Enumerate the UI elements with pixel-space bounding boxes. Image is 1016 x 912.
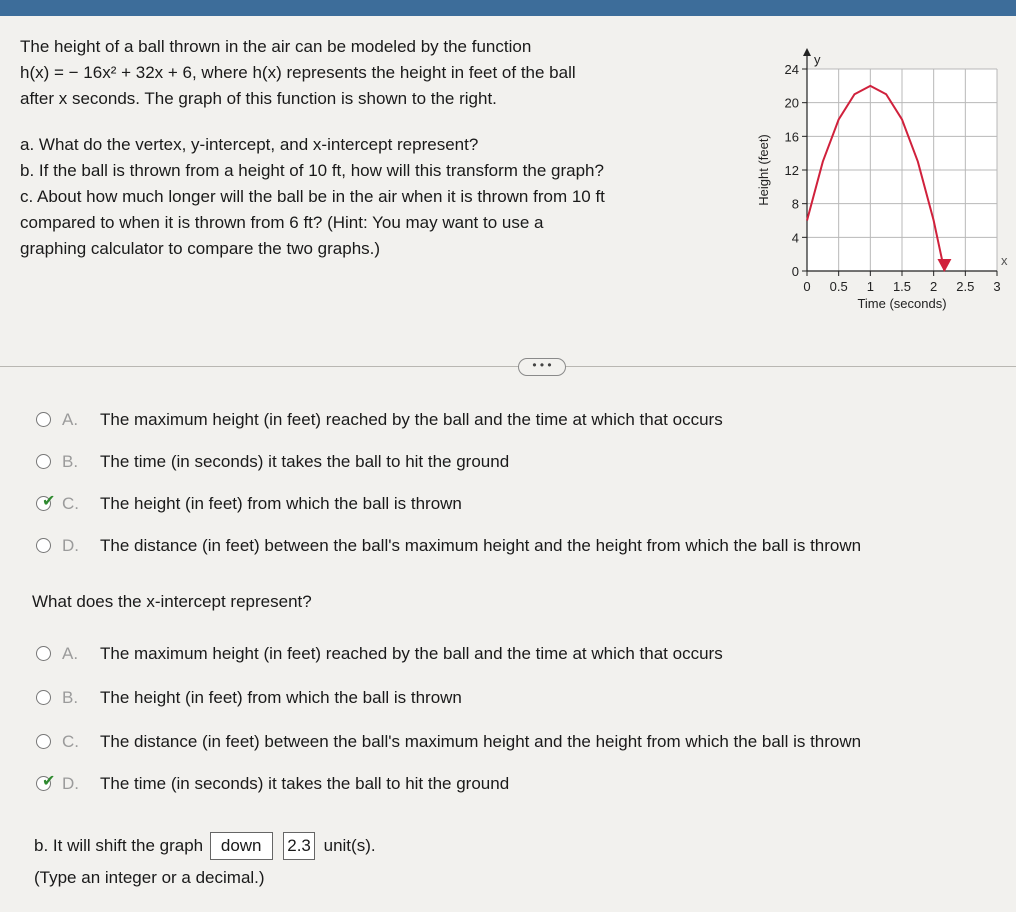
option-text: The time (in seconds) it takes the ball to hit the ground xyxy=(100,452,510,471)
y-tick-label: 8 xyxy=(791,196,799,212)
x-tick-label: 2 xyxy=(930,279,938,294)
x-tick-label: 1.5 xyxy=(892,279,912,294)
divider-line xyxy=(0,366,1016,367)
x-tick-label: 1 xyxy=(866,279,874,294)
option-text: The maximum height (in feet) reached by the ball and the time at which that occurs xyxy=(100,644,723,663)
y-tick-label: 12 xyxy=(784,163,799,178)
option-text: The distance (in feet) between the ball's maximum height and the height from which the ball is thrown xyxy=(100,536,862,555)
direction-dropdown[interactable]: down xyxy=(210,832,273,860)
x-intercept-question: What does the x-intercept represent? xyxy=(32,592,312,611)
option-letter: A. xyxy=(62,644,79,663)
problem-line-2: h(x) = − 16x² + 32x + 6, where h(x) represents the height in feet of the ball xyxy=(20,63,576,82)
x-tick-label: 2.5 xyxy=(956,279,975,294)
checkmark-icon: ✔ xyxy=(42,773,56,790)
x-tick-label: 3 xyxy=(993,279,1001,294)
amount-input[interactable]: 2.3 xyxy=(283,832,315,860)
option-text: The maximum height (in feet) reached by the ball and the time at which that occurs xyxy=(100,410,723,429)
x-tick-label: 0.5 xyxy=(829,279,848,294)
radio-button[interactable] xyxy=(36,412,51,427)
option-letter: B. xyxy=(62,452,79,471)
option-letter: A. xyxy=(62,410,79,429)
radio-button[interactable] xyxy=(36,646,51,661)
input-hint: (Type an integer or a decimal.) xyxy=(34,868,265,887)
radio-button[interactable] xyxy=(36,454,51,469)
answer-prefix: b. It will shift the graph xyxy=(34,836,204,855)
radio-button[interactable] xyxy=(36,734,51,749)
x-tick-label: 0 xyxy=(803,279,811,294)
more-button[interactable]: • • • xyxy=(518,358,566,376)
option-letter: C. xyxy=(62,732,79,751)
height-graph xyxy=(752,40,1016,330)
checkmark-icon: ✔ xyxy=(42,493,56,510)
question-c-line-1: c. About how much longer will the ball be in the air when it is thrown from 10 ft xyxy=(20,187,605,206)
question-b: b. If the ball is thrown from a height of 10 ft, how will this transform the graph? xyxy=(20,161,604,180)
top-bar xyxy=(0,0,1016,16)
y-tick-label: 16 xyxy=(784,129,799,145)
question-c-line-3: graphing calculator to compare the two graphs.) xyxy=(20,239,381,258)
y-axis-arrow-icon xyxy=(803,48,811,56)
y-tick-label: 24 xyxy=(784,62,799,77)
option-letter: D. xyxy=(62,774,79,793)
question-c-line-2: compared to when it is thrown from 6 ft? (Hint: You may want to use a xyxy=(20,213,544,232)
part-b-answer xyxy=(34,832,376,860)
y-axis-label: Height (feet) xyxy=(756,134,771,206)
x-axis-name: x xyxy=(1001,253,1008,268)
option-text: The height (in feet) from which the ball is thrown xyxy=(100,688,462,707)
problem-line-1: The height of a ball thrown in the air can be modeled by the function xyxy=(20,37,532,56)
answer-suffix: unit(s). xyxy=(323,836,376,855)
option-letter: C. xyxy=(62,494,79,513)
problem-line-3: after x seconds. The graph of this function is shown to the right. xyxy=(20,89,497,108)
radio-button[interactable] xyxy=(36,690,51,705)
option-text: The height (in feet) from which the ball is thrown xyxy=(100,494,462,513)
option-letter: D. xyxy=(62,536,79,555)
chart-svg xyxy=(752,40,1016,330)
y-axis-name: y xyxy=(814,52,821,67)
option-text: The distance (in feet) between the ball's maximum height and the height from which the ball is thrown xyxy=(100,732,862,751)
option-letter: B. xyxy=(62,688,79,707)
y-tick-label: 20 xyxy=(784,95,799,111)
x-axis-label: Time (seconds) xyxy=(857,296,947,311)
problem-statement xyxy=(20,34,740,262)
option-text: The time (in seconds) it takes the ball to hit the ground xyxy=(100,774,510,793)
y-tick-label: 0 xyxy=(791,264,799,279)
y-tick-label: 4 xyxy=(791,230,799,246)
radio-button[interactable] xyxy=(36,538,51,553)
question-a: a. What do the vertex, y-intercept, and x-intercept represent? xyxy=(20,135,479,154)
